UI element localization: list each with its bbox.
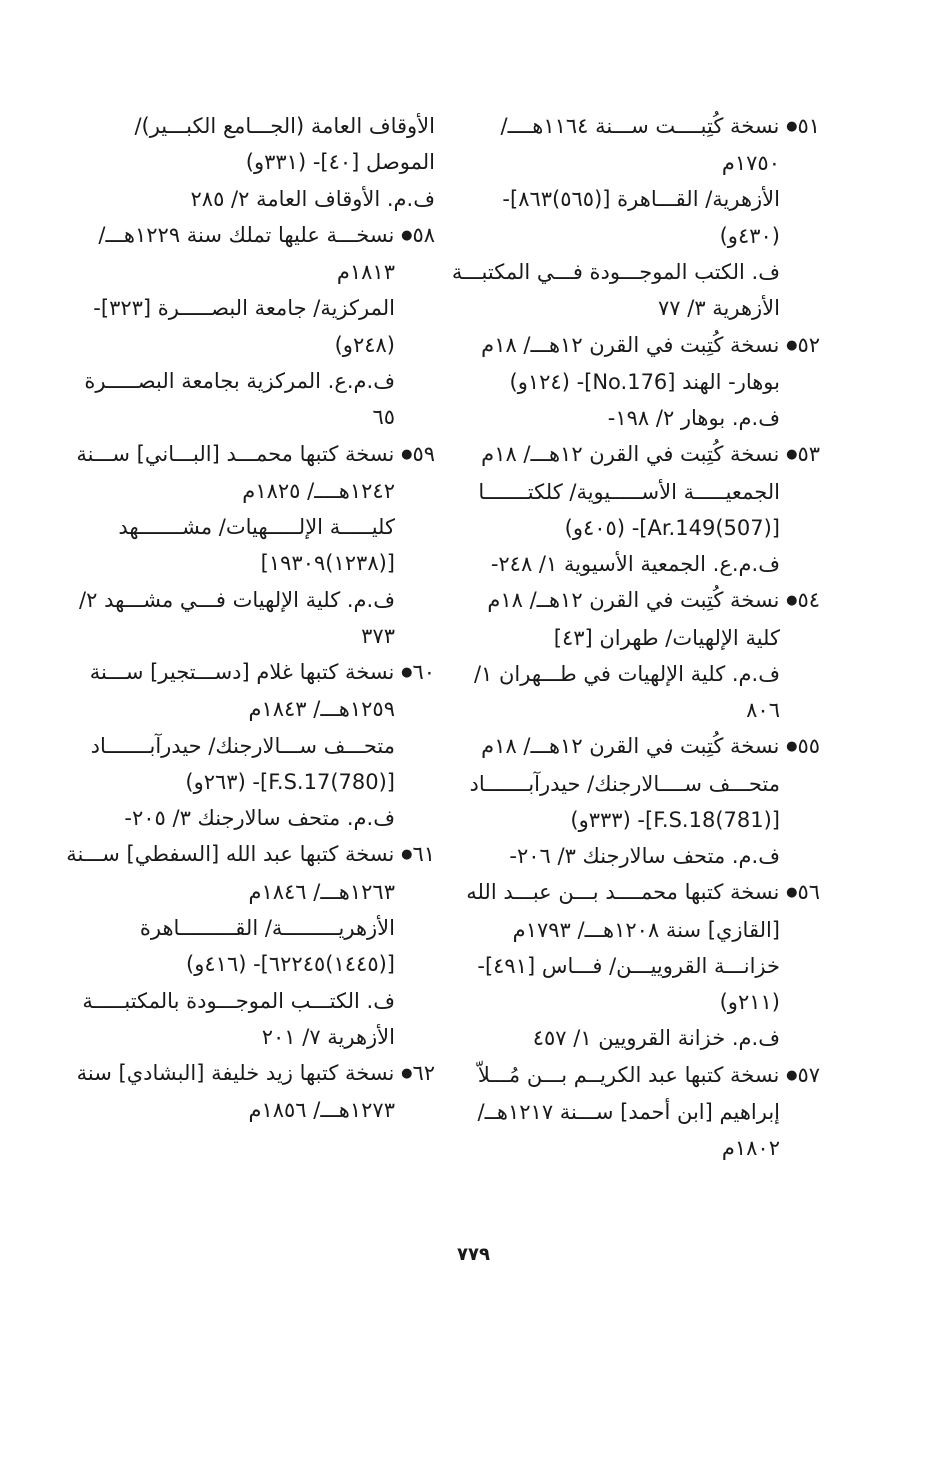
entry-text: نسخة كُتِبت في القرن ١٢هـــ/ ١٨م [481, 442, 780, 467]
entry-text: نسخة كتبها زيد خليفة [البشادي] سنة [76, 1061, 395, 1086]
entry-line: ١٨١٣م [336, 260, 395, 285]
entry-line: الأزهرية ٣/ ٧٧ [657, 296, 780, 321]
entry-line: ف.م. الأوقاف العامة ٢/ ٢٨٥ [190, 186, 435, 211]
manuscript-entry [480, 327, 820, 437]
bullet-icon: ● [401, 1065, 413, 1081]
manuscript-entry [76, 436, 435, 655]
entry-text: نسخـــة عليها تملك سنة ١٢٢٩هـــ/ [98, 222, 395, 247]
entry-number: ٥٧ [797, 1062, 820, 1087]
bullet-icon: ● [786, 593, 798, 609]
entry-heading-line [89, 654, 435, 691]
bullet-icon: ● [786, 118, 798, 134]
entry-number: ٥٦ [797, 880, 820, 905]
entry-line: المركزية/ جامعة البصـــــرة [٣٢٣]- [93, 296, 395, 321]
entry-line: ١٢٤٢هــــ/ ١٨٢٥م [242, 478, 395, 503]
entry-line: إبراهيم [ابن أحمد] ســـنة ١٢١٧هــ/ [477, 1099, 780, 1124]
entry-line: الجمعيـــــة الأســـــيوية/ كلكتـــــــا [478, 479, 780, 504]
entry-line: [(507)Ar.149]- (٤٠٥و) [564, 515, 780, 540]
bullet-icon: ● [786, 1067, 798, 1083]
bullet-icon: ● [401, 847, 413, 863]
entry-number: ٥٣ [797, 442, 820, 467]
entry-text: نسخة كتبها عبد الكريــم بـــن مُـــلاّ [477, 1062, 780, 1087]
entry-line: ف.م. بوهار ٢/ ١٩٨- [607, 406, 780, 431]
manuscript-entry [466, 874, 820, 1056]
entry-number: ٥٤ [797, 588, 820, 613]
entry-line: ١٢٥٩هـــ/ ١٨٤٣م [248, 697, 395, 722]
entry-heading-line [76, 1055, 435, 1092]
entry-line: (٢٤٨و) [334, 332, 395, 357]
entry-line: متحـــف ســــالارجنك/ حيدرآبـــــــاد [469, 771, 780, 796]
entry-line: ٨٠٦ [746, 698, 780, 723]
entry-text: نسخة كُتِبــــت ســـنة ١١٦٤هــــ/ [500, 114, 780, 138]
bullet-icon: ● [401, 664, 413, 680]
entry-line: ف.م.ع. المركزية بجامعة البصـــــرة [84, 368, 395, 393]
entry-line: ف.م.ع. الجمعية الأسيوية ١/ ٢٤٨- [490, 552, 780, 577]
entry-heading-line [480, 728, 820, 765]
entry-heading-line [480, 327, 820, 364]
entry-line: (٤٣٠و) [719, 223, 780, 248]
entry-line: ف. الكتـــب الموجـــودة بالمكتبـــــة [82, 988, 395, 1013]
manuscript-entry [473, 582, 820, 728]
entry-text: نسخة كتبها محمـــد [البـــاني] ســـنة [76, 441, 395, 466]
manuscript-entry [89, 654, 435, 836]
bullet-icon: ● [401, 446, 413, 462]
entry-number: ٦١ [412, 842, 435, 867]
bullet-icon: ● [786, 885, 798, 901]
entry-heading-line [466, 874, 820, 911]
entry-line: الأوقاف العامة (الجـــامع الكبـــير)/ [134, 114, 435, 138]
entry-line: ١٢٧٣هـــ/ ١٨٥٦م [248, 1098, 395, 1123]
entry-heading-line [95, 217, 435, 254]
entry-number: ٦٢ [412, 1061, 435, 1086]
entry-line: متحـــف ســـالارجنك/ حيدرآبـــــــاد [90, 733, 395, 758]
entry-line: ف.م. كلية الإلهيات فـــي مشـــهد ٢/ [79, 587, 395, 612]
entry-line: الأزهرية ٧/ ٢٠١ [261, 1024, 395, 1049]
entry-line: الموصل [٤٠]- (٣٣١و) [245, 150, 435, 175]
entry-line: ١٧٥٠م [721, 151, 780, 176]
manuscript-entry [469, 728, 820, 874]
entry-number: ٥٥ [797, 734, 820, 759]
entry-heading-line [480, 436, 820, 473]
entry-line: ف. الكتب الموجـــودة فـــي المكتبـــة [451, 260, 780, 285]
entry-line: ١٢٦٣هـــ/ ١٨٤٦م [248, 879, 395, 904]
entry-heading-line [480, 582, 820, 619]
entry-line: [(١٢٣٨)١٩٣٠٩] [260, 551, 395, 576]
manuscript-entry [84, 217, 435, 436]
entry-text: نسخة كُتِبت في القرن ١٢هــ/ ١٨م [487, 588, 780, 613]
entry-number: ٥٩ [412, 441, 435, 466]
entry-text: نسخة كتبها محمــــد بـــن عبـــد الله [466, 880, 780, 905]
bullet-icon: ● [786, 447, 798, 463]
entry-number: ٥١ [797, 114, 820, 138]
entry-line: [القازي] سنة ١٢٠٨هـــ/ ١٧٩٣م [512, 917, 780, 942]
entry-line: بوهار- الهند [No.176]- (١٢٤و) [509, 369, 780, 394]
entry-line: الأزهرية/ القـــاهرة [(٥٦٥)٨٦٣]- [502, 187, 780, 212]
entry-line: ف.م. كلية الإلهيات في طـــهران ١/ [473, 661, 780, 686]
entry-line: (٢١١و) [719, 990, 780, 1015]
bullet-icon: ● [786, 337, 798, 353]
entry-line: الأزهريـــــــــة/ القـــــــــاهرة [139, 915, 395, 940]
entry-line: ٦٥ [372, 405, 395, 430]
entry-line: خزانـــة القروييـــن/ فـــاس [٤٩١]- [477, 953, 780, 978]
left-column [66, 108, 435, 1129]
entry-number: ٦٠ [412, 660, 435, 685]
right-column [451, 108, 820, 1167]
manuscript-entry [477, 1057, 820, 1167]
entry-text: نسخة كتبها غلام [دســـتجير] ســـنة [89, 660, 395, 685]
manuscript-entry [451, 108, 820, 327]
entry-heading-line [76, 436, 435, 473]
manuscript-entry [66, 836, 435, 1055]
entry-text: نسخة كُتِبت في القرن ١٢هـــ/ ١٨م [481, 332, 780, 357]
entry-line: ١٨٠٢م [721, 1136, 780, 1161]
entry-text: نسخة كتبها عبد الله [السفطي] ســـنة [66, 842, 395, 867]
entry-text: نسخة كُتِبت في القرن ١٢هـــ/ ١٨م [481, 734, 780, 759]
manuscript-entry [76, 1055, 435, 1128]
entry-line: [(780)F.S.17]- (٢٦٣و) [185, 769, 395, 794]
entry-line: [(١٤٤٥)٦٢٢٤٥]- (٤١٦و) [186, 952, 395, 977]
entry-line: كليـــــة الإلـــــهيات/ مشـــــــهد [118, 514, 395, 539]
manuscript-entry [95, 108, 435, 217]
entry-line: [(781)F.S.18]- (٣٣٣و) [570, 807, 780, 832]
entry-line: ف.م. خزانة القرويين ١/ ٤٥٧ [532, 1026, 780, 1051]
manuscript-entry [480, 436, 820, 582]
entry-line: ف.م. متحف سالارجنك ٣/ ٢٠٥- [124, 806, 395, 831]
bullet-icon: ● [401, 227, 413, 243]
entry-line: كلية الإلهيات/ طهران [٤٣] [553, 625, 780, 650]
entry-line: ف.م. متحف سالارجنك ٣/ ٢٠٦- [509, 844, 780, 869]
entry-heading-line [66, 836, 435, 873]
entry-heading-line [480, 108, 820, 145]
entry-line: ٣٧٣ [361, 623, 395, 648]
entry-heading-line [477, 1057, 820, 1094]
page-number: ٧٧٩ [457, 1244, 490, 1265]
entry-number: ٥٨ [412, 222, 435, 247]
entry-number: ٥٢ [797, 332, 820, 357]
bullet-icon: ● [786, 739, 798, 755]
